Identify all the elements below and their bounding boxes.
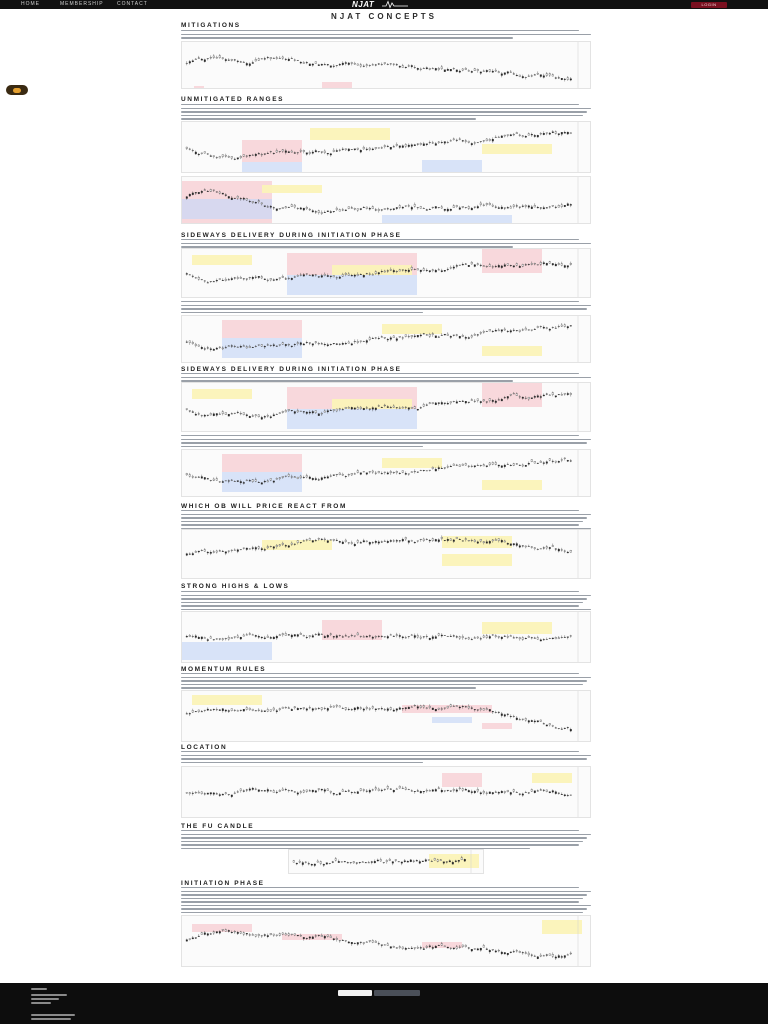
chart-screenshot (288, 849, 484, 874)
chart-screenshot (181, 690, 591, 742)
section-title-initiation-phase: INITIATION PHASE (181, 880, 265, 887)
chart-screenshot (181, 176, 591, 224)
footer-copyright (31, 1014, 75, 1016)
svg-text:NJAT: NJAT (352, 0, 375, 9)
chart-screenshot (181, 611, 591, 663)
section-paragraph (181, 673, 591, 691)
section-paragraph (181, 751, 591, 765)
google-play-badge-icon[interactable] (374, 990, 420, 996)
footer-link[interactable] (31, 998, 59, 1000)
section-paragraph (181, 30, 591, 41)
chart-screenshot (181, 382, 591, 432)
nav-contact-link[interactable]: CONTACT (117, 1, 148, 7)
chart-screenshot (181, 766, 591, 818)
login-button[interactable]: LOGIN (691, 2, 727, 8)
chart-screenshot (181, 529, 591, 579)
footer-credit (31, 1018, 71, 1020)
section-title-sideways-delivery: SIDEWAYS DELIVERY DURING INITIATION PHASE (181, 232, 402, 239)
chart-screenshot (181, 121, 591, 173)
top-nav-bar (0, 0, 768, 9)
footer-link[interactable] (31, 994, 67, 996)
chart-screenshot (181, 449, 591, 497)
njat-logo-icon[interactable] (352, 0, 416, 9)
nav-membership-link[interactable]: MEMBERSHIP (60, 1, 104, 7)
chart-screenshot (181, 915, 591, 967)
section-title-fu-candle: THE FU CANDLE (181, 823, 255, 830)
section-title-sideways-delivery: SIDEWAYS DELIVERY DURING INITIATION PHASE (181, 366, 402, 373)
chart-screenshot (181, 315, 591, 363)
section-title-strong-highs-lows: STRONG HIGHS & LOWS (181, 583, 290, 590)
section-title-momentum-rules: MOMENTUM RULES (181, 666, 267, 673)
chart-screenshot (181, 41, 591, 89)
section-title-unmitigated-ranges: UNMITIGATED RANGES (181, 96, 285, 103)
section-paragraph (181, 435, 591, 449)
footer-heading (31, 988, 47, 990)
chart-screenshot (181, 248, 591, 298)
section-title-which-ob: WHICH OB WILL PRICE REACT FROM (181, 503, 347, 510)
section-title-location: LOCATION (181, 744, 228, 751)
section-paragraph (181, 104, 591, 122)
app-store-badge-icon[interactable] (338, 990, 372, 996)
footer-link[interactable] (31, 1002, 51, 1004)
nav-home-link[interactable]: HOME (21, 1, 40, 7)
floating-chat-icon[interactable] (6, 85, 28, 95)
section-paragraph (181, 301, 591, 315)
section-title-mitigations: MITIGATIONS (181, 22, 241, 29)
page-title: NJAT CONCEPTS (331, 12, 437, 21)
